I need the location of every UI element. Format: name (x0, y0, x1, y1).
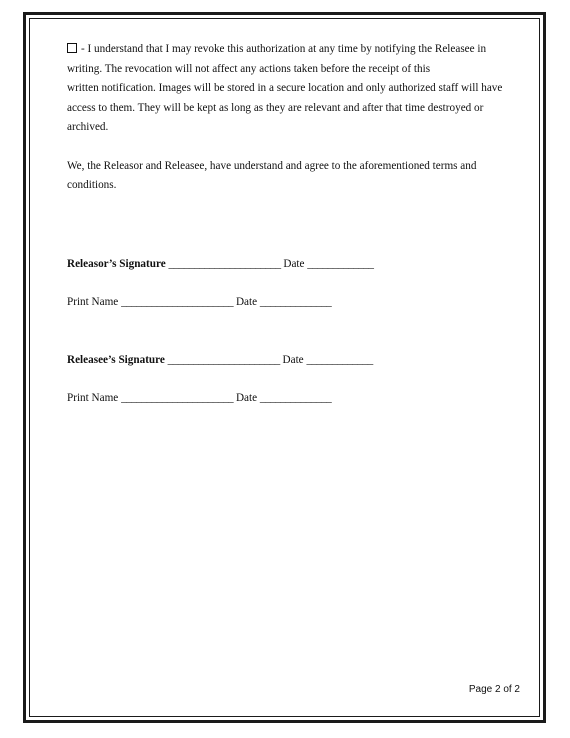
document-body (67, 40, 507, 196)
releasee-print-row (67, 392, 331, 404)
releasor-signature-label: Releasor’s Signature (67, 258, 166, 270)
releasor-date-label: Date (283, 258, 305, 270)
clause-line: archived. (67, 121, 109, 133)
agreement-line: conditions. (67, 179, 117, 191)
agreement-paragraph (67, 157, 507, 196)
clause-line: - I understand that I may revoke this authorization at any time by notifying the Releasee in (67, 40, 507, 60)
releasor-print-name-label: Print Name (67, 296, 119, 308)
releasor-print-date-field[interactable]: ______________ (259, 296, 332, 308)
clause-line: writing. The revocation will not affect any actions taken before the receipt of this (67, 62, 431, 75)
releasee-print-name-field[interactable]: ______________________ (121, 392, 234, 404)
releasee-print-date-field[interactable]: ______________ (259, 392, 332, 404)
releasee-signature-row (67, 354, 373, 366)
releasee-print-name-label: Print Name (67, 392, 119, 404)
page-number: Page 2 of 2 (468, 684, 520, 695)
releasor-date-field[interactable]: _____________ (307, 258, 374, 270)
releasee-date-label: Date (282, 354, 304, 366)
releasor-signature-field[interactable]: ______________________ (168, 258, 281, 270)
releasee-date-field[interactable]: _____________ (306, 354, 373, 366)
clause-line: written notification. Images will be stored in a secure location and only authorized staff will have (67, 82, 503, 94)
releasor-signature-row (67, 258, 374, 270)
clause-line: access to them. They will be kept as long as they are relevant and after that time destroyed or (67, 101, 484, 114)
releasor-print-row (67, 296, 331, 308)
releasee-signature-field[interactable]: ______________________ (167, 354, 280, 366)
releasor-print-date-label: Date (235, 296, 258, 308)
releasee-print-date-label: Date (235, 392, 258, 404)
checkbox-icon[interactable] (67, 43, 77, 53)
releasor-print-name-field[interactable]: ______________________ (121, 296, 234, 308)
revocation-clause (67, 40, 507, 138)
releasee-signature-label: Releasee’s Signature (67, 354, 165, 366)
agreement-line: We, the Releasor and Releasee, have understand and agree to the aforementioned terms and (67, 159, 477, 172)
